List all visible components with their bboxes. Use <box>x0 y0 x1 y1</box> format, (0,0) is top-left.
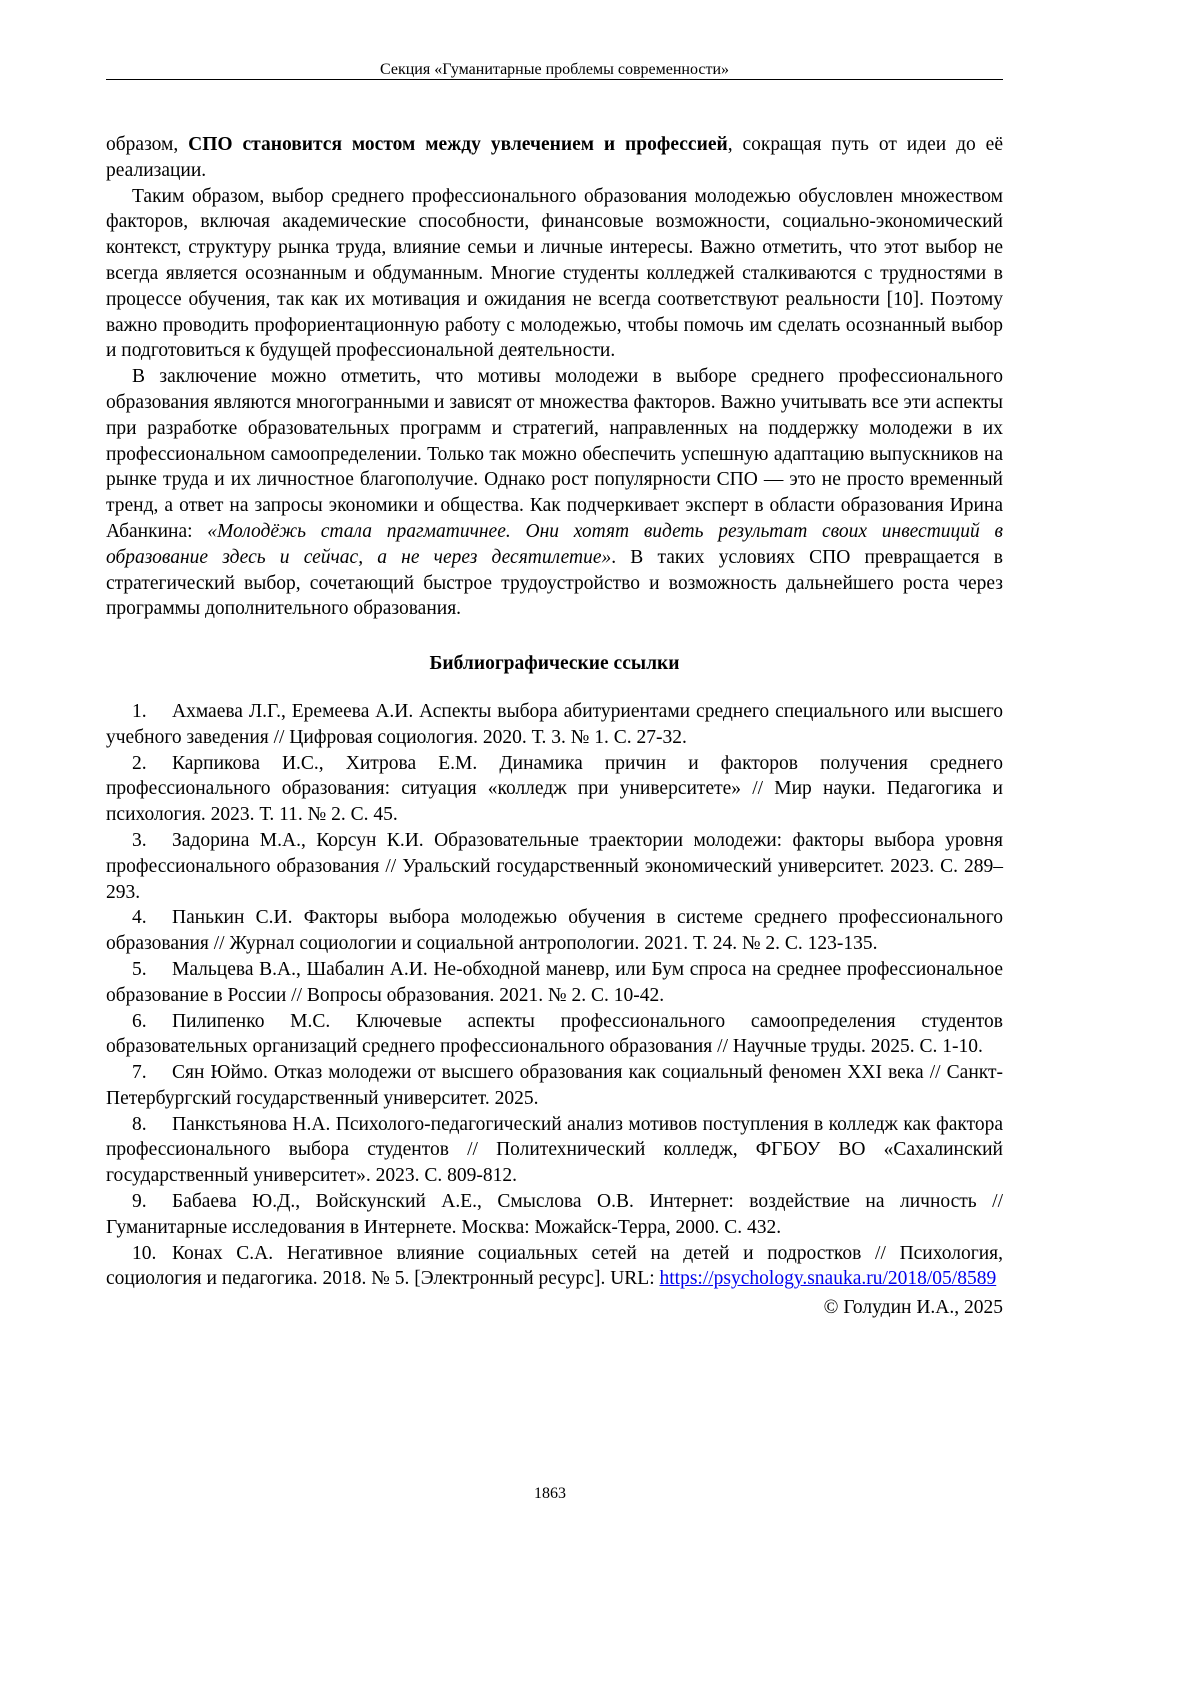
reference-item <box>106 699 1003 751</box>
paragraph-1-post: , сокращая путь от идеи до её реализации. <box>106 134 1003 181</box>
reference-text: Бабаева Ю.Д., Войскунский А.Е., Смыслова О.В. Интернет: воздействие на личность // Гуманитарные исследования в Интернете. Москва: Можайск-Терра, 2000. С. 432. <box>106 1191 1003 1238</box>
reference-number: 9. <box>132 1191 147 1213</box>
paragraph-1-pre: образом, <box>106 134 189 155</box>
reference-text: Карпикова И.С., Хитрова Е.М. Динамика причин и факторов получения среднего профессионального образования: ситуация «колледж при университете» // Мир науки. Педагогика и психология. 2023. Т. 11. № 2. С. 45. <box>106 752 1003 826</box>
reference-item <box>106 1060 1003 1112</box>
reference-text: Панькин С.И. Факторы выбора молодежью обучения в системе среднего профессионального образования // Журнал социологии и социальной антропологии. 2021. Т. 24. № 2. С. 123-135. <box>106 907 1003 955</box>
paragraph-1 <box>106 132 1003 184</box>
reference-number: 10. <box>132 1242 157 1264</box>
reference-number: 1. <box>132 700 147 722</box>
reference-number: 7. <box>132 1062 147 1084</box>
reference-text: Мальцева В.А., Шабалин А.И. Не-обходной маневр, или Бум спроса на среднее профессиональное образование в России // Вопросы образования. 2021. № 2. С. 10-42. <box>106 958 1003 1006</box>
reference-text: Задорина М.А., Корсун К.И. Образовательные траектории молодежи: факторы выбора уровня профессионального образования // Уральский государственный экономический университет. 2023. С. 289–293. <box>106 829 1003 903</box>
reference-number: 4. <box>132 907 147 929</box>
reference-number: 8. <box>132 1113 147 1135</box>
paragraph-3 <box>106 364 1003 622</box>
reference-text: Сян Юймо. Отказ молодежи от высшего образования как социальный феномен XXI века // Санкт-Петербургский государственный университет. 2025. <box>106 1062 1003 1109</box>
reference-item <box>106 828 1003 905</box>
reference-item <box>106 1241 1003 1293</box>
main-content <box>106 132 1003 1321</box>
header-rule <box>106 79 1003 80</box>
reference-list <box>106 699 1003 1292</box>
copyright: © Голудин И.А., 2025 <box>823 1297 1003 1319</box>
reference-number: 6. <box>132 1010 147 1032</box>
paragraph-3-pre: В заключение можно отметить, что мотивы молодежи в выборе среднего профессионального образования являются многогранными и зависят от множества факторов. Важно учитывать все эти аспекты при разработке образовательных программ и стратегий, направленных на поддержку молодежи в их профессиональном самоопределении. Только так можно обеспечить успешную адаптацию выпускников на рынке труда и их личностное благополучие. Однако рост популярности СПО — это не просто временный тренд, а ответ на запросы экономики и общества. Как подчеркивает эксперт в области образования Ирина Абанкина: <box>106 366 1003 542</box>
paragraph-1-bold: СПО становится мостом между увлечением и профессией <box>188 134 728 155</box>
reference-item <box>106 905 1003 957</box>
running-header: Секция «Гуманитарные проблемы современности» <box>379 61 730 78</box>
page-number: 1863 <box>534 1485 566 1502</box>
reference-url-link[interactable]: https://psychology.snauka.ru/2018/05/8589 <box>659 1268 997 1290</box>
paragraph-3-quote: «Молодёжь стала прагматичнее. Они хотят видеть результат своих инвестиций в образование здесь и сейчас, а не через десятилетие» <box>106 520 1003 568</box>
reference-item <box>106 1189 1003 1241</box>
reference-number: 3. <box>132 829 147 851</box>
paragraph-2: Таким образом, выбор среднего профессионального образования молодежью обусловлен множеством факторов, включая академические способности, финансовые возможности, социально-экономический контекст, структуру рынка труда, влияние семьи и личные интересы. Важно отметить, что этот выбор не всегда является осознанным и обдуманным. Многие студенты колледжей сталкиваются с трудностями в процессе обучения, так как их мотивация и ожидания не всегда соответствуют реальности [10]. Поэтому важно проводить профориентационную работу с молодежью, чтобы помочь им сделать осознанный выбор и подготовиться к будущей профессиональной деятельности. <box>106 185 1003 362</box>
reference-number: 5. <box>132 958 147 980</box>
reference-item <box>106 1009 1003 1061</box>
reference-text: Панкстьянова Н.А. Психолого-педагогический анализ мотивов поступления в колледж как фактора профессионального выбора студентов // Политехнический колледж, ФГБОУ ВО «Сахалинский государственный университет». 2023. С. 809-812. <box>106 1113 1003 1187</box>
paragraph-3-post: . В таких условиях СПО превращается в стратегический выбор, сочетающий быстрое трудоустройство и возможность дальнейшего роста через программы дополнительного образования. <box>106 546 1003 620</box>
bibliography-heading: Библиографические ссылки <box>429 653 680 675</box>
reference-number: 2. <box>132 752 147 774</box>
reference-item <box>106 1112 1003 1189</box>
reference-text: Ахмаева Л.Г., Еремеева А.И. Аспекты выбора абитуриентами среднего специального или высшего учебного заведения // Цифровая социология. 2020. Т. 3. № 1. С. 27-32. <box>106 700 1003 748</box>
reference-item <box>106 751 1003 828</box>
reference-text: Пилипенко М.С. Ключевые аспекты профессионального самоопределения студентов образовательных организаций среднего профессионального образования // Научные труды. 2025. С. 1-10. <box>106 1010 1003 1058</box>
reference-item <box>106 957 1003 1009</box>
reference-text: Конах С.А. Негативное влияние социальных сетей на детей и подростков // Психология, социология и педагогика. 2018. № 5. [Электронный ресурс]. URL: <box>106 1242 1003 1290</box>
